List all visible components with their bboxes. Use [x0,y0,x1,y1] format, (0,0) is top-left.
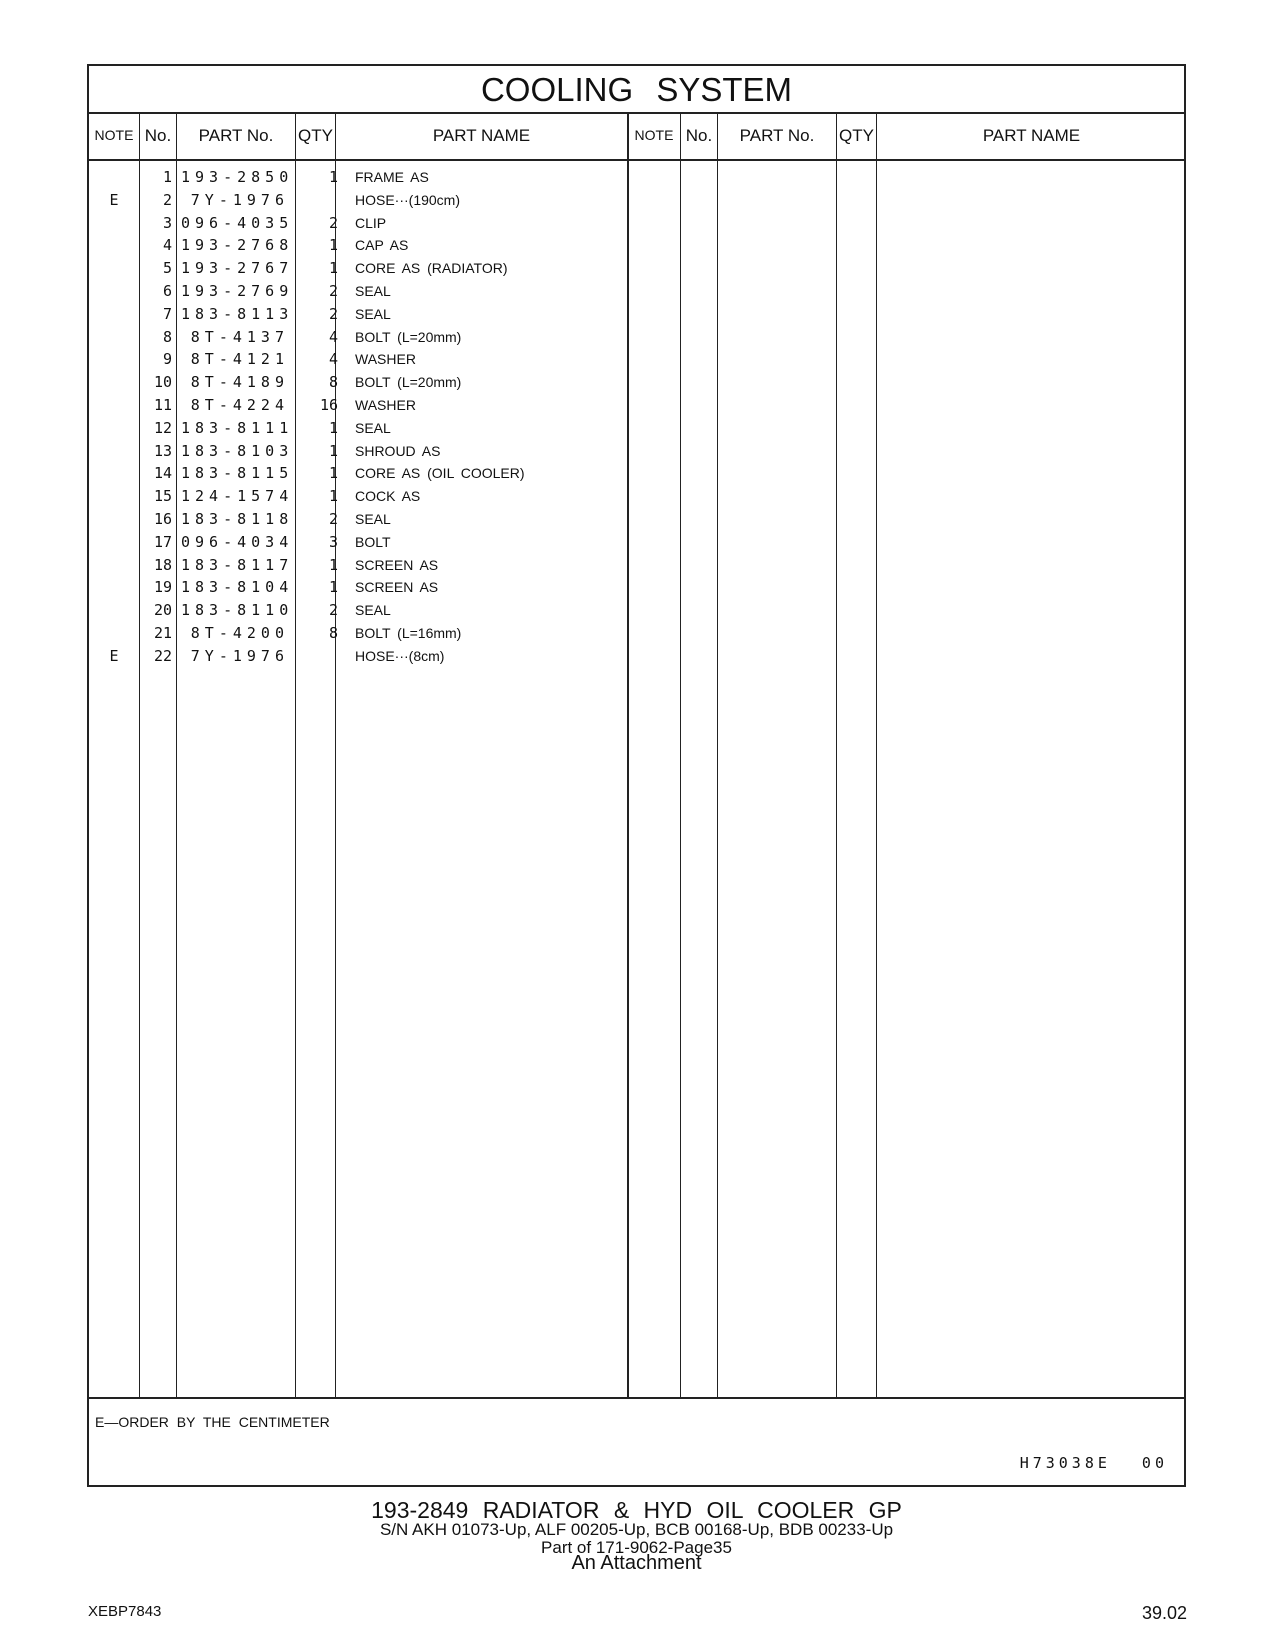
note-cell [89,531,139,554]
part-name: CORE AS (OIL COOLER) [355,465,525,482]
quantity: 8 [328,624,338,642]
quantity: 16 [319,396,338,414]
part-name: SCREEN AS [355,556,439,573]
column-divider [876,113,877,1397]
note-cell: E [109,190,119,209]
part-number: 193-2850 [181,168,294,186]
column-divider [139,113,140,1397]
note-cell [89,508,139,531]
quantity: 1 [328,168,338,186]
item-number: 18 [153,555,172,574]
note-cell [89,622,139,645]
part-name: BOLT (L=20mm) [355,374,462,391]
drawing-code: H73038E 00 [1019,1454,1168,1472]
note-cell [89,462,139,485]
part-name: CORE AS (RADIATOR) [355,260,508,277]
parts-table-frame [87,64,1186,1487]
note-cell [89,485,139,508]
serial-numbers: S/N AKH 01073-Up, ALF 00205-Up, BCB 00168-Up, BDB 00233-Up [379,1520,894,1539]
note-cell [89,234,139,257]
quantity: 2 [328,510,338,528]
item-number: 8 [162,327,172,346]
note-cell [89,394,139,417]
part-name: BOLT [355,533,391,550]
item-number: 19 [153,578,172,597]
part-number: 7Y-1976 [190,646,289,665]
header-part-no: PART No. [739,126,815,145]
part-name: CAP AS [355,237,409,254]
column-divider [295,113,296,1397]
part-number: 8T-4224 [190,396,289,414]
part-number: 7Y-1976 [190,190,289,209]
header-no: No. [144,126,172,145]
item-number: 4 [162,236,172,255]
header-qty: QTY [298,126,333,145]
part-number: 8T-4137 [190,327,289,346]
header-no: No. [685,126,713,145]
part-name: HOSE···(190cm) [355,191,461,208]
note-cell [89,280,139,303]
quantity: 1 [328,236,338,255]
part-number: 096-4035 [181,213,294,232]
item-number: 17 [153,532,172,551]
part-name: SCREEN AS [355,579,439,596]
item-number: 11 [153,396,172,414]
page-number: 39.02 [1141,1603,1187,1623]
document-id: XEBP7843 [88,1603,162,1620]
note-cell [89,576,139,599]
part-number: 193-2768 [181,236,294,255]
part-number: 8T-4121 [190,350,289,369]
item-number: 22 [153,646,172,665]
part-number: 183-8104 [181,578,294,597]
part-name: SEAL [355,602,391,619]
part-name: BOLT (L=16mm) [355,625,462,641]
part-name: FRAME AS [355,169,429,185]
header-qty: QTY [839,126,874,145]
header-divider [89,159,1184,161]
part-name: SEAL [355,305,391,322]
column-divider [176,113,177,1397]
note-cell [89,166,139,189]
part-number: 183-8110 [181,601,294,620]
footer-note: E—ORDER BY THE CENTIMETER [95,1414,330,1430]
group-title: 193-2849 RADIATOR & HYD OIL COOLER GP [371,1497,902,1523]
note-cell [89,554,139,577]
item-number: 13 [153,441,172,460]
note-cell [89,326,139,349]
note-cell [89,599,139,622]
item-number: 15 [153,487,172,506]
item-number: 9 [162,350,172,369]
part-number: 8T-4200 [190,624,289,642]
header-part-name: PART NAME [432,126,531,145]
part-name: SEAL [355,511,391,527]
part-name: SHROUD AS [355,442,441,459]
quantity: 1 [328,555,338,574]
quantity: 8 [328,373,338,392]
note-cell [89,348,139,371]
quantity: 1 [328,487,338,506]
item-number: 10 [153,373,172,392]
part-number: 8T-4189 [190,373,289,392]
header-part-no: PART No. [198,126,274,145]
column-divider [836,113,837,1397]
header-note: NOTE [634,127,674,143]
quantity: 2 [328,601,338,620]
note-cell [89,303,139,326]
part-number: 124-1574 [181,487,294,506]
part-number: 183-8111 [181,418,294,437]
item-number: 2 [162,190,172,209]
part-number: 096-4034 [181,532,294,551]
quantity [299,189,338,212]
note-cell [89,440,139,463]
note-cell [89,371,139,394]
part-number: 183-8103 [181,441,294,460]
part-name: COCK AS [355,488,421,505]
quantity: 4 [328,350,338,369]
header-note: NOTE [94,127,134,143]
part-number: 183-8113 [181,304,294,323]
quantity: 1 [328,441,338,460]
item-number: 21 [153,624,172,642]
quantity: 2 [328,282,338,300]
quantity: 3 [328,532,338,551]
part-of-reference: Part of 171-9062-Page35 [541,1538,732,1557]
quantity: 1 [328,464,338,483]
note-cell [89,212,139,235]
column-divider [717,113,718,1397]
attachment-label: An Attachment [571,1552,702,1574]
quantity: 1 [328,578,338,597]
quantity: 4 [328,327,338,346]
item-number: 16 [153,510,172,528]
page-title: COOLING SYSTEM [480,71,793,108]
item-number: 1 [162,168,172,186]
part-name: SEAL [355,419,391,436]
quantity: 1 [328,418,338,437]
footer-divider [89,1397,1184,1399]
item-number: 7 [162,304,172,323]
part-name: WASHER [355,351,416,368]
item-number: 6 [162,282,172,300]
item-number: 20 [153,601,172,620]
part-name: WASHER [355,397,416,413]
part-name: BOLT (L=20mm) [355,328,462,345]
part-number: 193-2769 [181,282,294,300]
part-name: CLIP [355,214,387,231]
item-number: 5 [162,259,172,278]
part-number: 183-8117 [181,555,294,574]
quantity: 1 [328,259,338,278]
note-cell [89,257,139,280]
part-number: 183-8115 [181,464,294,483]
quantity: 2 [328,213,338,232]
note-cell [89,417,139,440]
part-name: HOSE···(8cm) [355,647,445,664]
quantity [299,645,338,668]
part-name: SEAL [355,283,391,299]
note-cell: E [109,646,119,665]
item-number: 3 [162,213,172,232]
quantity: 2 [328,304,338,323]
header-part-name: PART NAME [982,126,1081,145]
item-number: 14 [153,464,172,483]
part-number: 193-2767 [181,259,294,278]
part-number: 183-8118 [181,510,294,528]
item-number: 12 [153,418,172,437]
